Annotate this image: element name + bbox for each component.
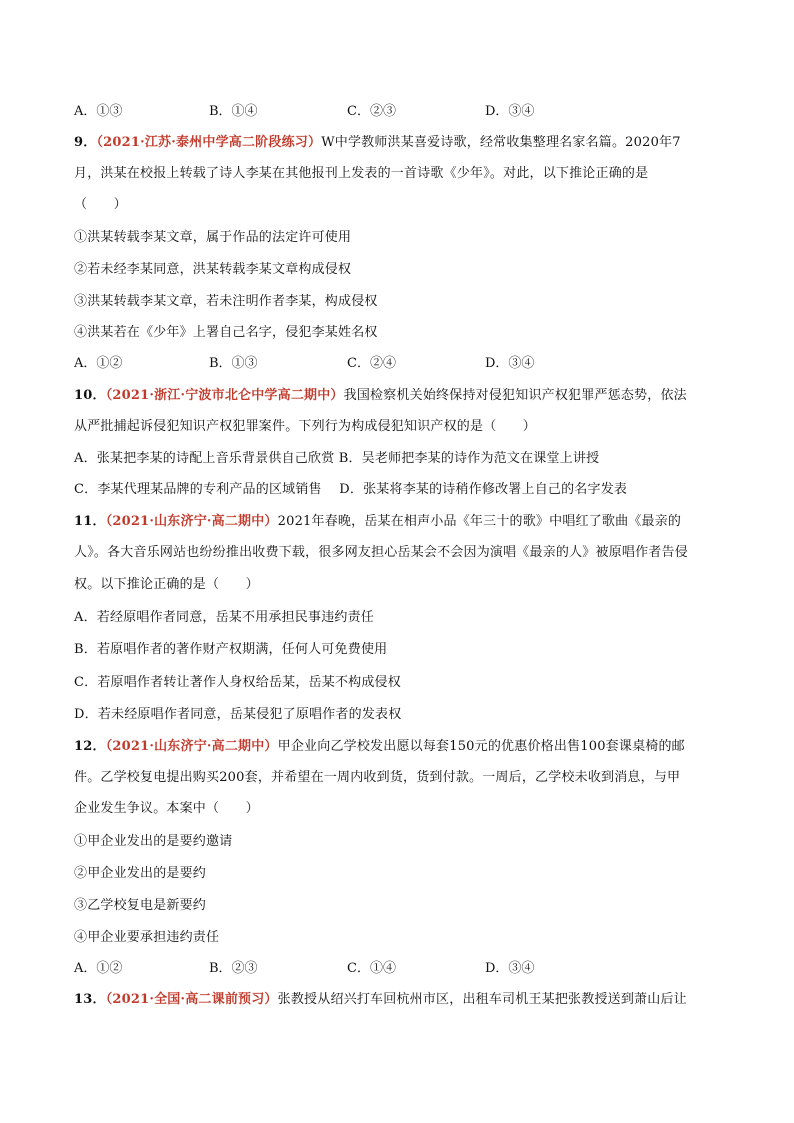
q9-item-1: ①洪某转载李某文章，属于作品的法定许可使用 [74, 230, 352, 245]
q9-blank: （ ） [74, 197, 127, 212]
q9-source: （2021·江苏·泰州中学高二阶段练习） [96, 135, 322, 150]
q13-number: 13． [74, 992, 106, 1007]
q13-stem-text1: 张教授从绍兴打车回杭州市区，出租车司机王某把张教授送到萧山后让 [277, 992, 687, 1007]
q11-number: 11． [74, 514, 106, 529]
q11-option-a: A．若经原唱作者同意，岳某不用承担民事违约责任 [74, 610, 374, 625]
q12-item-3: ③乙学校复电是新要约 [74, 898, 207, 913]
q9-option-c: C．②④ [347, 356, 396, 371]
q12-stem-line2: 件。乙学校复电提出购买200套，并希望在一周内收到货，货到付款。一周后，乙学校未收到消息，与甲 [74, 770, 681, 785]
q12-item-2: ②甲企业发出的是要约 [74, 866, 207, 881]
q9-option-d: D．③④ [485, 356, 535, 371]
q11-stem-text1: 2021年春晚，岳某在相声小品《年三十的歌》中唱红了歌曲《最亲的 [277, 514, 682, 529]
q10-number: 10． [74, 388, 106, 403]
q11-option-c: C．若原唱作者转让著作人身权给岳某，岳某不构成侵权 [74, 675, 401, 690]
q9-stem-line1 [74, 133, 681, 153]
q11-stem-line2: 人》。各大音乐网站也纷纷推出收费下载，很多网友担心岳某会不会因为演唱《最亲的人》被原唱作者告侵 [74, 545, 688, 560]
q12-option-c: C．①④ [347, 961, 396, 976]
q8-option-d: D．③④ [485, 104, 535, 119]
q9-item-2: ②若未经李某同意，洪某转载李某文章构成侵权 [74, 262, 352, 277]
q9-stem-text1: W中学教师洪某喜爱诗歌，经常收集整理名家名篇。2020年7 [321, 135, 681, 150]
q11-stem-line3: 权。以下推论正确的是（ ） [74, 577, 259, 592]
q12-stem-line3: 企业发生争议。本案中（ ） [74, 801, 259, 816]
q12-item-4: ④甲企业要承担违约责任 [74, 930, 220, 945]
q11-option-b: B．若原唱作者的著作财产权期满，任何人可免费使用 [74, 642, 388, 657]
q12-number: 12． [74, 739, 106, 754]
q10-stem-line1 [74, 386, 687, 406]
q11-source: （2021·山东济宁·高二期中） [105, 514, 278, 529]
q10-source: （2021·浙江·宁波市北仑中学高二期中） [105, 388, 344, 403]
q12-item-1: ①甲企业发出的是要约邀请 [74, 834, 233, 849]
q12-option-a: A．①② [74, 961, 123, 976]
q8-option-c: C．②③ [347, 104, 396, 119]
q12-source: （2021·山东济宁·高二期中） [105, 739, 278, 754]
q12-stem-line1 [74, 737, 685, 757]
q12-option-b: B．②③ [209, 961, 258, 976]
q13-source: （2021·全国·高二课前预习） [105, 992, 278, 1007]
q10-stem-text1: 我国检察机关始终保持对侵犯知识产权犯罪严惩态势，依法 [343, 388, 687, 403]
q8-option-b: B．①④ [209, 104, 258, 119]
q9-option-b: B．①③ [209, 356, 258, 371]
q10-options-line1: A．张某把李某的诗配上音乐背景供自己欣赏 B．吴老师把李某的诗作为范文在课堂上讲授 [74, 451, 600, 466]
q9-number: 9． [74, 135, 97, 150]
q12-stem-text1: 甲企业向乙学校发出愿以每套150元的优惠价格出售100套课桌椅的邮 [277, 739, 685, 754]
q10-stem-line2: 从严批捕起诉侵犯知识产权犯罪案件。下列行为构成侵犯知识产权的是（ ） [74, 419, 537, 434]
q9-item-4: ④洪某若在《少年》上署自己名字，侵犯李某姓名权 [74, 325, 378, 340]
q12-option-d: D．③④ [485, 961, 535, 976]
q9-item-3: ③洪某转载李某文章，若未注明作者李某，构成侵权 [74, 294, 378, 309]
q8-option-a: A．①③ [74, 104, 123, 119]
q9-stem-line2: 月，洪某在校报上转载了诗人李某在其他报刊上发表的一首诗歌《少年》。对此，以下推论正确的是 [74, 166, 649, 181]
q11-stem-line1 [74, 512, 681, 532]
q13-stem-line1 [74, 990, 687, 1010]
q11-option-d: D．若未经原唱作者同意，岳某侵犯了原唱作者的发表权 [74, 707, 402, 722]
q10-options-line2: C．李某代理某品牌的专利产品的区域销售 D．张某将李某的诗稍作修改署上自己的名字发表 [74, 482, 628, 497]
q9-option-a: A．①② [74, 356, 123, 371]
